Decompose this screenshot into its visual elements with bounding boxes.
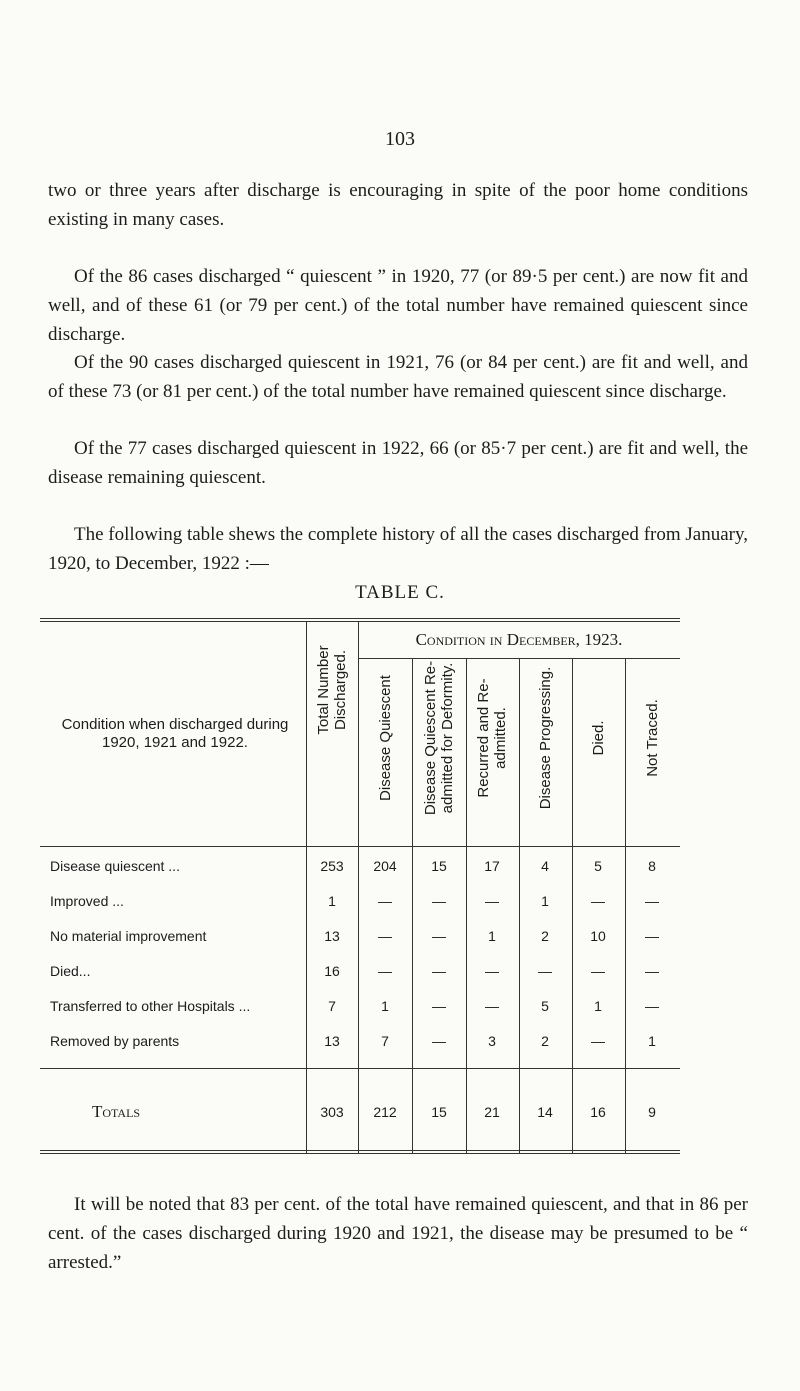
totals-label: Totals [92,1102,141,1121]
closing-paragraph: It will be noted that 83 per cent. of the total have remained quiescent, and that in 86 per cent. of the cases discharged during 1920 and 1921, the disease may be presumed to be “ arrested.” [48,1194,748,1273]
cell-total: 303 [320,1104,344,1120]
cell-total: 253 [320,858,344,874]
paragraph-2: Of the 86 cases discharged “ quiescent ” in 1920, 77 (or 89·5 per cent.) are now fit and well, and of these 61 (or 79 per cent.) of the total number have remained quiescent since discharge. [48,266,748,345]
cell-value: 14 [537,1104,553,1120]
cell-value: 1 [381,998,389,1014]
cell-value: — [378,928,392,944]
table-column-rule [625,658,626,1153]
cell-value: 9 [648,1104,656,1120]
row-label: Improved ... [50,893,124,909]
cell-value: — [591,1033,605,1049]
cell-value: 15 [431,858,447,874]
cell-value: 1 [488,928,496,944]
cell-value: — [538,963,552,979]
table-column-rule [306,621,307,1153]
cell-value: — [645,963,659,979]
cell-value: — [485,998,499,1014]
row-label: Died... [50,963,91,979]
cell-value: 212 [373,1104,397,1120]
col-header-recurred: Recurred and Re-admitted. [475,678,509,798]
row-label: No material improvement [50,928,207,944]
cell-value: 1 [541,893,549,909]
group-header: Condition in December, 1923. [415,630,623,649]
cell-total: 13 [324,1033,340,1049]
cell-value: — [432,963,446,979]
cell-value: 5 [541,998,549,1014]
paragraph-3: Of the 90 cases discharged quiescent in 1921, 76 (or 84 per cent.) are fit and well, and of these 73 (or 81 per cent.) of the total number have remained quiescent since discharge. [48,352,748,402]
cell-value: — [485,893,499,909]
cell-value: 15 [431,1104,447,1120]
table-rule [40,1068,680,1069]
cell-value: — [432,1033,446,1049]
cell-value: 2 [541,1033,549,1049]
cell-value: — [378,893,392,909]
row-label: Disease quiescent ... [50,858,180,874]
table-c [40,618,680,1154]
cell-value: 1 [648,1033,656,1049]
cell-value: 7 [381,1033,389,1049]
table-rule [40,1153,680,1154]
cell-value: 16 [590,1104,606,1120]
table-column-rule [358,621,359,1153]
cell-value: 1 [594,998,602,1014]
cell-value: — [591,893,605,909]
cell-value: 8 [648,858,656,874]
row-label: Removed by parents [50,1033,180,1049]
cell-total: 16 [324,963,340,979]
cell-value: 4 [541,858,549,874]
cell-total: 7 [328,998,336,1014]
page-number: 103 [385,128,415,150]
cell-total: 13 [324,928,340,944]
cell-value: 5 [594,858,602,874]
col-header-progressing: Disease Progressing. [536,666,554,810]
cell-value: — [485,963,499,979]
row-label: Transferred to other Hospitals ... [50,998,251,1014]
col-header-died: Died. [589,720,607,756]
cell-value: 17 [484,858,500,874]
cell-total: 1 [328,893,336,909]
cell-value: 204 [373,858,397,874]
table-rule [40,846,680,847]
paragraph-5: The following table shews the complete history of all the cases discharged from January, 1920, to December, 1922 :— [48,524,748,574]
cell-value: — [645,928,659,944]
cell-value: — [591,963,605,979]
table-title: TABLE C. [355,582,445,603]
cell-value: 3 [488,1033,496,1049]
col-header-not-traced: Not Traced. [643,699,661,777]
cell-value: — [645,998,659,1014]
paragraph-4: Of the 77 cases discharged quiescent in 1922, 66 (or 85·7 per cent.) are fit and well, the disease remaining quiescent. [48,438,748,488]
cell-value: — [432,928,446,944]
paragraph-1: two or three years after discharge is encouraging in spite of the poor home conditions existing in many cases. [48,180,748,230]
col-header-disease-quiescent: Disease Quiescent [376,675,394,801]
cell-value: 2 [541,928,549,944]
cell-value: — [432,893,446,909]
row-header: Condition when discharged during 1920, 1921 and 1922. [61,716,289,751]
col-header-readmitted-deformity: Disease Quiescent Re-admitted for Deformity. [422,660,456,816]
cell-value: — [432,998,446,1014]
cell-value: — [645,893,659,909]
total-number-header: Total Number Discharged. [315,645,349,735]
cell-value: 10 [590,928,606,944]
cell-value: — [378,963,392,979]
cell-value: 21 [484,1104,500,1120]
table-rule [40,1150,680,1151]
table-rule [40,618,680,619]
table-rule [40,621,680,622]
